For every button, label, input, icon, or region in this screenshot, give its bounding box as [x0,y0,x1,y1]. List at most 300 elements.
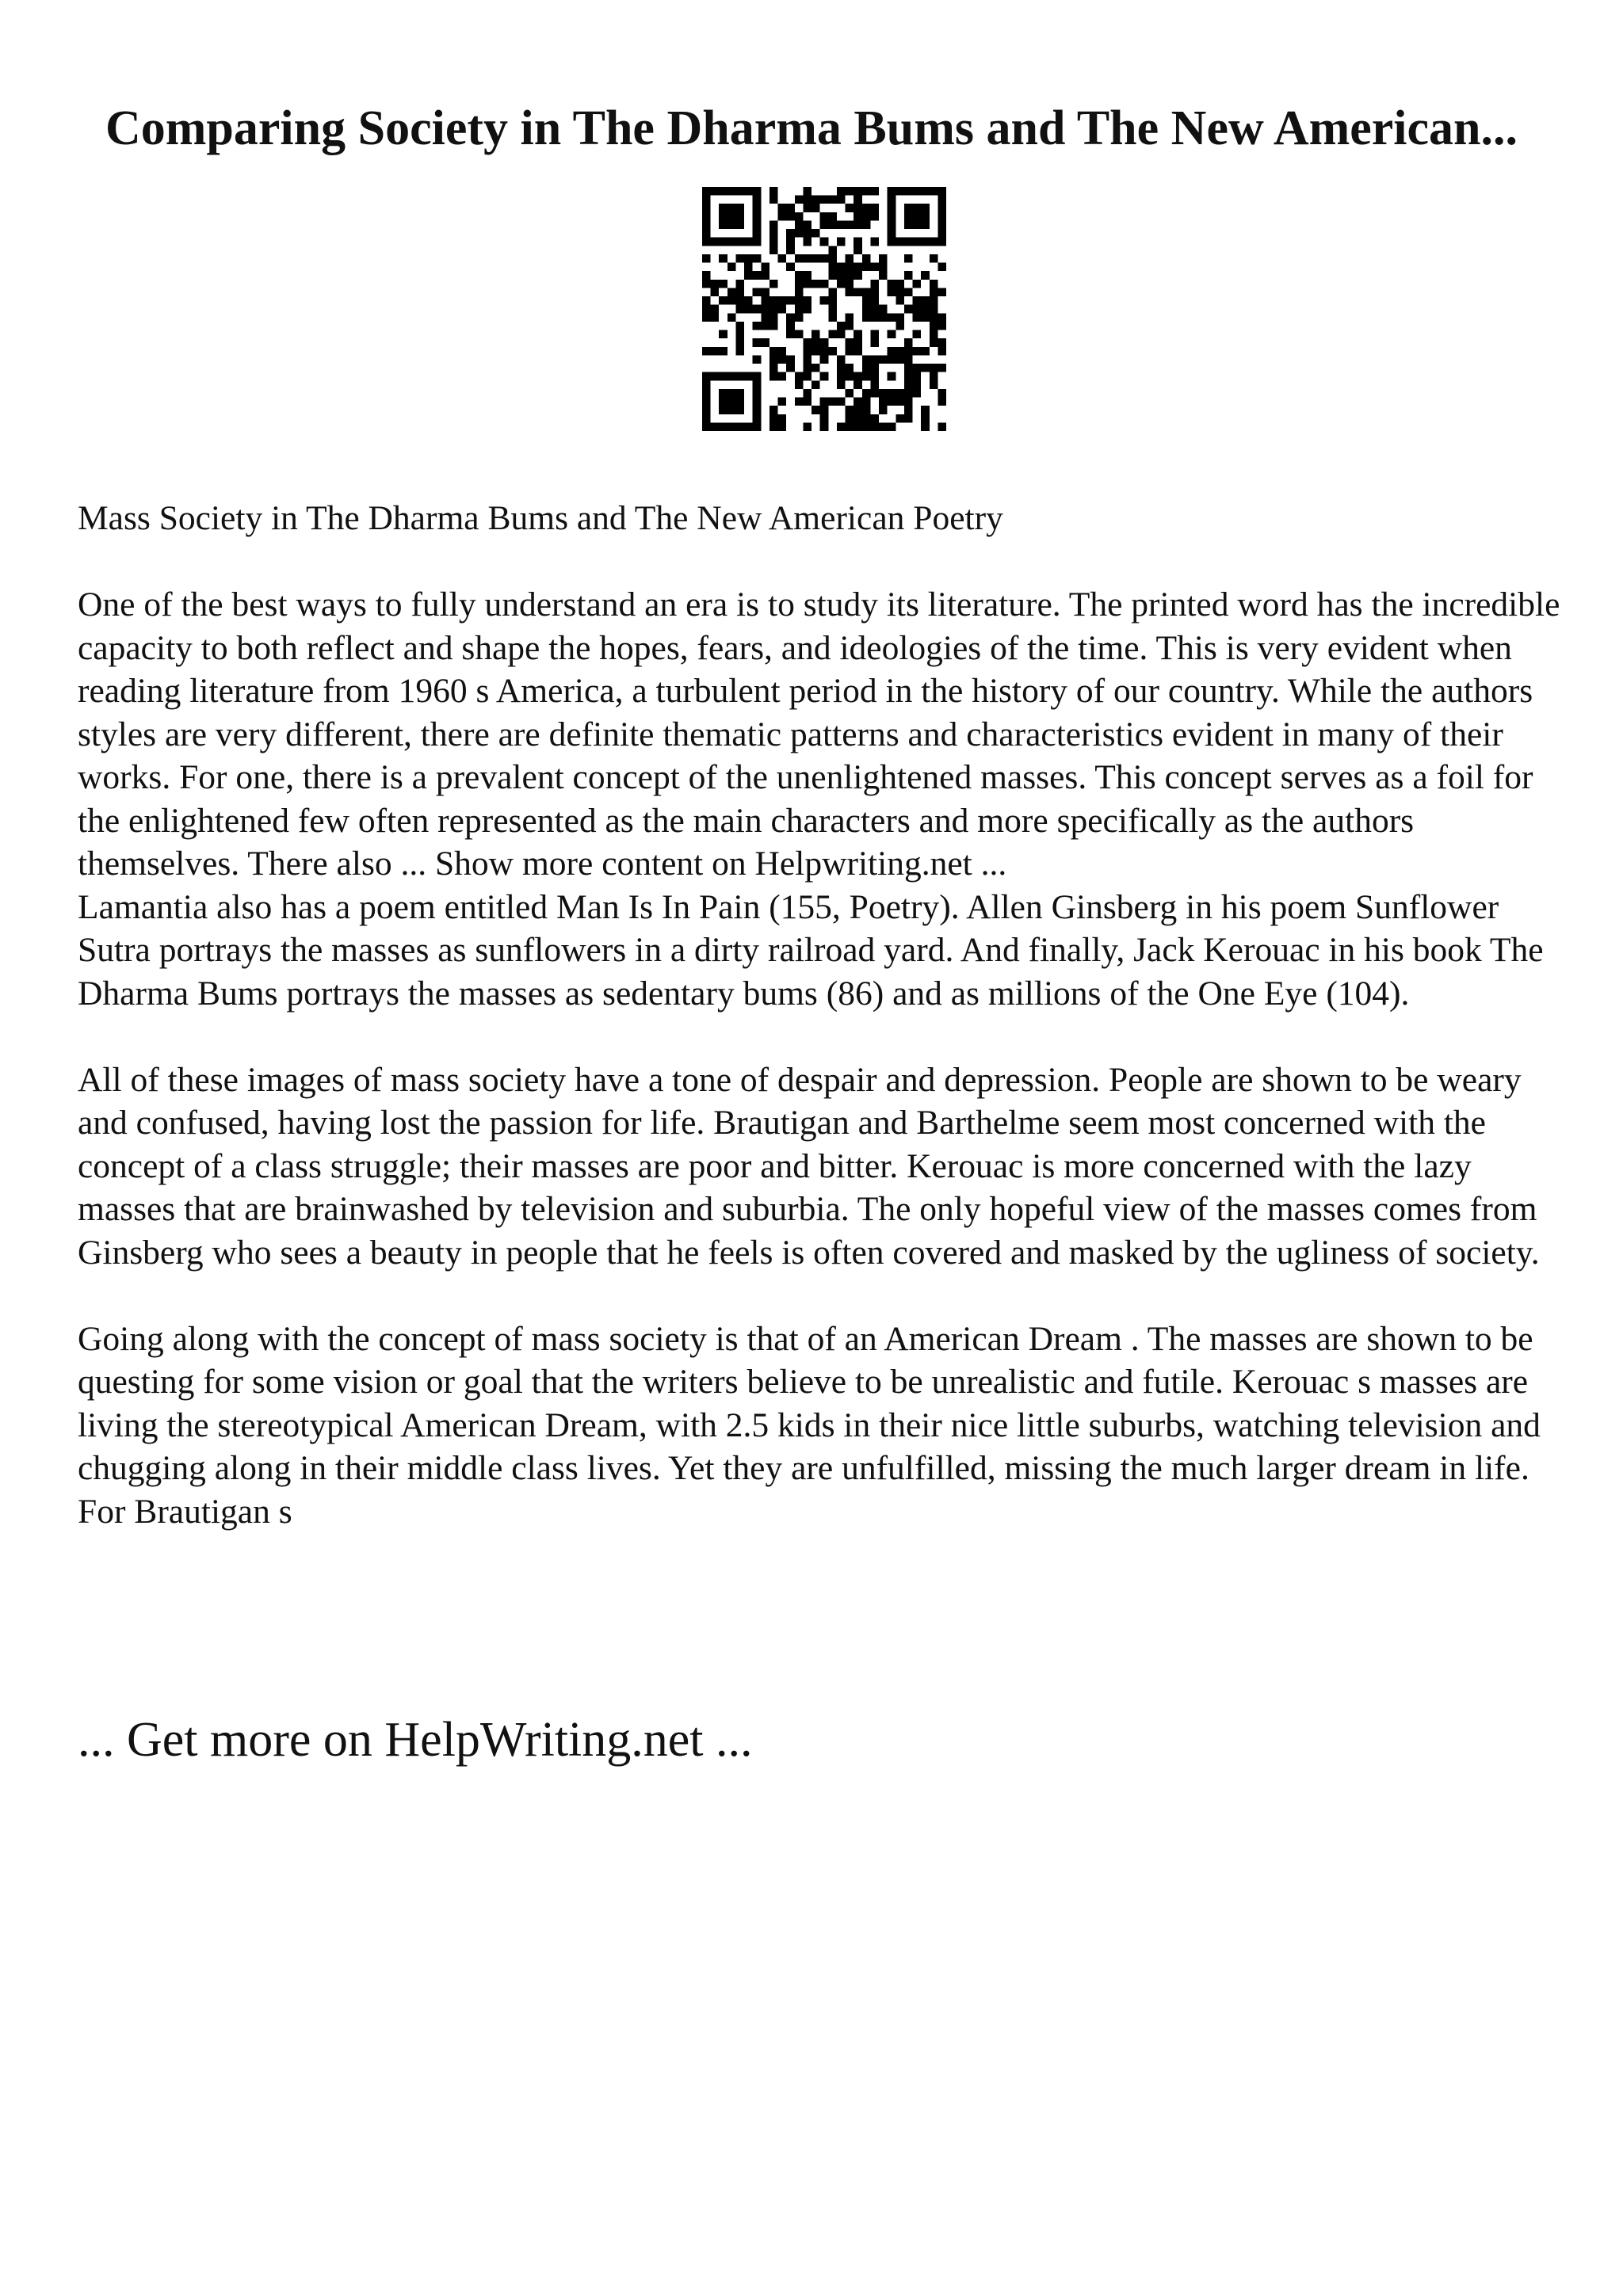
qr-module [888,422,896,431]
qr-module [938,204,946,212]
qr-module [904,347,913,356]
qr-module [778,212,787,221]
qr-module [702,238,711,246]
qr-module [904,288,913,296]
qr-module [913,372,922,381]
qr-module [744,187,753,196]
qr-module [938,288,946,296]
qr-module [828,254,837,263]
qr-module [888,347,896,356]
qr-module [795,380,804,389]
qr-module [735,372,744,381]
qr-module [719,406,727,414]
qr-module [938,229,946,238]
qr-module [753,220,762,229]
qr-module [862,263,871,272]
qr-module [846,389,854,398]
qr-module [820,347,829,356]
qr-module [896,389,904,398]
qr-module [862,187,871,196]
qr-module [761,305,769,314]
qr-code-icon [702,187,946,431]
qr-module [854,338,862,347]
qr-module [837,322,846,330]
qr-module [930,313,938,322]
qr-module [795,212,804,221]
qr-module [854,271,862,280]
qr-module [888,280,896,288]
qr-module [837,364,846,372]
qr-module [727,398,736,406]
qr-module [744,271,753,280]
qr-module [862,254,871,263]
qr-module [862,398,871,406]
qr-module [753,271,762,280]
qr-module [938,389,946,398]
qr-module [904,238,913,246]
qr-module [769,355,778,364]
qr-module [803,398,812,406]
qr-module [913,313,922,322]
qr-module [727,389,736,398]
paragraph-2: Lamantia also has a poem entitled Man Is In Pain (155, Poetry). Allen Ginsberg in his poem Sunflower Sutra portrays the masses as sunflowers in a dirty railroad yard. And finally, Jack Kerouac in his book The Dharma Bums portrays the masses as sedentary bums (86) and as millions of the One Eye (104). [78,887,1544,1013]
qr-module [711,280,720,288]
qr-module [904,338,913,347]
qr-module [778,414,787,423]
qr-module [778,347,787,356]
qr-module [862,364,871,372]
qr-module [719,220,727,229]
qr-module [913,280,922,288]
qr-module [896,347,904,356]
qr-module [870,296,879,305]
qr-module [769,313,778,322]
document-subtitle: Mass Society in The Dharma Bums and The New American Poetry [78,499,1003,537]
qr-module [870,280,879,288]
qr-module [904,187,913,196]
qr-module [795,398,804,406]
qr-module [727,406,736,414]
qr-module [812,204,820,212]
qr-module [812,229,820,238]
qr-module [778,204,787,212]
qr-module [769,364,778,372]
qr-module [803,296,812,305]
qr-module [778,305,787,314]
qr-module [870,238,879,246]
qr-module [812,347,820,356]
qr-module [862,355,871,364]
qr-module [769,422,778,431]
qr-module [702,187,711,196]
qr-module [786,330,795,339]
paragraph-1: One of the best ways to fully understand an era is to study its literature. The printed word has the incredible capacity to both reflect and shape the hopes, fears, and ideologies of the time. This is very evident when reading literature from 1960 s America, a turbulent period in the history of our country. While the authors styles are very different, there are definite thematic patterns and characteristics evident in many of their works. For one, there is a prevalent concept of the unenlightened masses. This concept serves as a foil for the enlightened few often represented as the main characters and more specifically as the authors themselves. There also ... Show more content on Helpwriting.net ... [78,585,1560,883]
qr-module [904,220,913,229]
qr-module [938,263,946,272]
qr-module [930,296,938,305]
qr-module [803,364,812,372]
qr-module [913,187,922,196]
qr-module [812,254,820,263]
qr-module [930,330,938,339]
qr-module [921,187,930,196]
qr-module [719,422,727,431]
qr-module [820,220,829,229]
qr-module [828,196,837,204]
qr-module [930,364,938,372]
qr-module [702,406,711,414]
qr-module [921,212,930,221]
qr-module [888,238,896,246]
qr-module [921,204,930,212]
qr-module [702,220,711,229]
qr-module [938,322,946,330]
qr-module [870,204,879,212]
qr-module [896,187,904,196]
qr-module [870,263,879,272]
qr-module [854,330,862,339]
qr-module [846,406,854,414]
qr-module [888,398,896,406]
qr-module [795,288,804,296]
qr-module [753,288,762,296]
qr-module [702,305,711,314]
qr-module [803,372,812,381]
qr-module [812,280,820,288]
qr-module [702,254,711,263]
qr-module [735,288,744,296]
qr-module [753,305,762,314]
qr-module [778,422,787,431]
qr-module [820,238,829,246]
qr-module [727,372,736,381]
qr-module [812,364,820,372]
qr-module [828,212,837,221]
qr-module [913,380,922,389]
qr-module [896,313,904,322]
qr-module [719,254,727,263]
qr-module [820,212,829,221]
qr-module [921,422,930,431]
qr-module [795,220,804,229]
qr-module [938,196,946,204]
qr-module [702,196,711,204]
qr-module [828,313,837,322]
qr-module [719,347,727,356]
qr-module [913,212,922,221]
qr-module [846,414,854,423]
qr-module [702,398,711,406]
qr-module [753,414,762,423]
qr-module [795,305,804,314]
qr-module [862,212,871,221]
qr-module [727,212,736,221]
qr-module [786,246,795,254]
qr-module [930,305,938,314]
qr-module [904,305,913,314]
qr-module [870,305,879,314]
qr-module [938,187,946,196]
qr-module [846,288,854,296]
qr-module [828,296,837,305]
qr-module [803,422,812,431]
qr-module [727,313,736,322]
qr-module [803,355,812,364]
qr-module [727,204,736,212]
qr-module [828,305,837,314]
qr-module [735,330,744,339]
qr-module [870,422,879,431]
qr-module [862,406,871,414]
qr-module [870,414,879,423]
qr-module [913,364,922,372]
qr-module [896,322,904,330]
qr-module [854,347,862,356]
qr-module [761,271,769,280]
qr-module [795,271,804,280]
qr-module [711,187,720,196]
qr-module [786,263,795,272]
qr-module [913,296,922,305]
qr-module [862,389,871,398]
qr-module [769,238,778,246]
qr-module [846,338,854,347]
qr-module [753,372,762,381]
qr-module [854,288,862,296]
qr-module [778,296,787,305]
qr-module [803,305,812,314]
qr-module [803,229,812,238]
qr-module [820,406,829,414]
qr-module [769,229,778,238]
qr-module [896,280,904,288]
qr-module [795,196,804,204]
qr-module [828,288,837,296]
qr-module [753,422,762,431]
qr-module [904,355,913,364]
qr-module [930,322,938,330]
qr-module [803,271,812,280]
qr-module [870,372,879,381]
qr-module [761,322,769,330]
qr-module [904,372,913,381]
qr-module [888,372,896,381]
qr-module [938,398,946,406]
qr-module [727,220,736,229]
qr-module [769,187,778,196]
qr-module [769,406,778,414]
qr-module [904,406,913,414]
qr-module [786,355,795,364]
qr-module [735,220,744,229]
qr-module [753,338,762,347]
qr-module [828,246,837,254]
qr-module [879,263,888,272]
document-body [78,497,1568,1533]
qr-module [828,271,837,280]
qr-module [735,305,744,314]
qr-module [769,196,778,204]
qr-module [719,330,727,339]
qr-module [795,296,804,305]
qr-module [854,220,862,229]
qr-module [846,347,854,356]
qr-module [862,422,871,431]
qr-module [786,229,795,238]
qr-module [888,229,896,238]
qr-module [812,196,820,204]
qr-module [888,187,896,196]
qr-module [812,406,820,414]
qr-module [702,372,711,381]
qr-module [735,347,744,356]
qr-module [921,296,930,305]
qr-module [854,246,862,254]
qr-module [846,364,854,372]
qr-module [913,389,922,398]
qr-module [769,322,778,330]
qr-module [879,389,888,398]
qr-module [719,212,727,221]
qr-module [820,338,829,347]
qr-module [862,220,871,229]
qr-module [930,372,938,381]
qr-module [870,380,879,389]
qr-module [711,347,720,356]
qr-module [938,422,946,431]
qr-module [803,347,812,356]
qr-module [786,296,795,305]
qr-module [702,313,711,322]
qr-module [753,238,762,246]
qr-module [896,355,904,364]
qr-module [719,372,727,381]
qr-module [888,330,896,339]
qr-module [735,204,744,212]
qr-module [719,204,727,212]
qr-module [769,347,778,356]
qr-module [846,280,854,288]
qr-module [795,330,804,339]
paragraph-3: All of these images of mass society have a tone of despair and depression. People are shown to be weary and confused, having lost the passion for life. Brautigan and Barthelme seem most concerned with the concept of a class struggle; their masses are poor and bitter. Kerouac is more concerned with the lazy masses that are brainwashed by television and suburbia. The only hopeful view of the masses comes from Ginsberg who sees a beauty in people that he feels is often covered and masked by the ugliness of society. [78,1060,1540,1272]
qr-module [778,372,787,381]
qr-module [744,254,753,263]
qr-module [930,238,938,246]
qr-module [735,280,744,288]
qr-module [769,220,778,229]
qr-module [862,372,871,381]
qr-module [879,406,888,414]
qr-module [870,338,879,347]
qr-module [769,280,778,288]
qr-module [913,204,922,212]
qr-module [727,422,736,431]
qr-module [921,364,930,372]
qr-module [837,398,846,406]
qr-module [795,280,804,288]
paragraph-4: Going along with the concept of mass society is that of an American Dream . The masses are shown to be questing for some vision or goal that the writers believe to be unrealistic and futile. Kerouac s masses are living the stereotypical American Dream, with 2.5 kids in their nice little suburbs, watching television and chugging along in their middle class lives. Yet they are unfulfilled, missing the much larger dream in life. For Brautigan s [78,1319,1541,1531]
qr-module [828,220,837,229]
qr-module [786,322,795,330]
qr-module [778,254,787,263]
qr-module [828,330,837,339]
qr-module [921,305,930,314]
qr-module [735,296,744,305]
qr-module [702,296,711,305]
qr-module [888,204,896,212]
qr-module [938,220,946,229]
qr-module [761,313,769,322]
qr-module [735,187,744,196]
qr-module [870,355,879,364]
qr-module [879,313,888,322]
qr-module [719,398,727,406]
qr-module [702,204,711,212]
qr-module [727,288,736,296]
qr-module [870,330,879,339]
qr-module [837,422,846,431]
qr-module [786,204,795,212]
qr-module [753,380,762,389]
qr-module [930,254,938,263]
qr-module [930,338,938,347]
qr-module [837,330,846,339]
qr-module [888,355,896,364]
qr-module [753,254,762,263]
qr-module [753,322,762,330]
qr-module [735,322,744,330]
qr-module [744,422,753,431]
qr-module [719,296,727,305]
qr-module [735,422,744,431]
qr-module [896,238,904,246]
qr-module [753,196,762,204]
qr-module [930,288,938,296]
qr-module [761,263,769,272]
qr-module [846,422,854,431]
qr-module [870,187,879,196]
qr-module [769,372,778,381]
qr-module [735,406,744,414]
qr-module [862,288,871,296]
qr-module [862,305,871,314]
qr-module [846,204,854,212]
get-more-link[interactable]: ... Get more on HelpWriting.net ... [78,1713,753,1767]
qr-module [846,220,854,229]
qr-module [854,380,862,389]
qr-module [888,196,896,204]
qr-module [921,238,930,246]
qr-module [888,389,896,398]
qr-module [870,364,879,372]
qr-module [854,263,862,272]
qr-module [702,271,711,280]
qr-module [702,212,711,221]
qr-module [719,238,727,246]
qr-module [862,204,871,212]
qr-module [913,238,922,246]
qr-module [711,305,720,314]
qr-module [828,263,837,272]
qr-module [744,296,753,305]
qr-module [753,212,762,221]
qr-module [820,355,829,364]
qr-module [727,187,736,196]
qr-module [904,204,913,212]
qr-module [744,263,753,272]
qr-module [786,238,795,246]
qr-module [837,196,846,204]
